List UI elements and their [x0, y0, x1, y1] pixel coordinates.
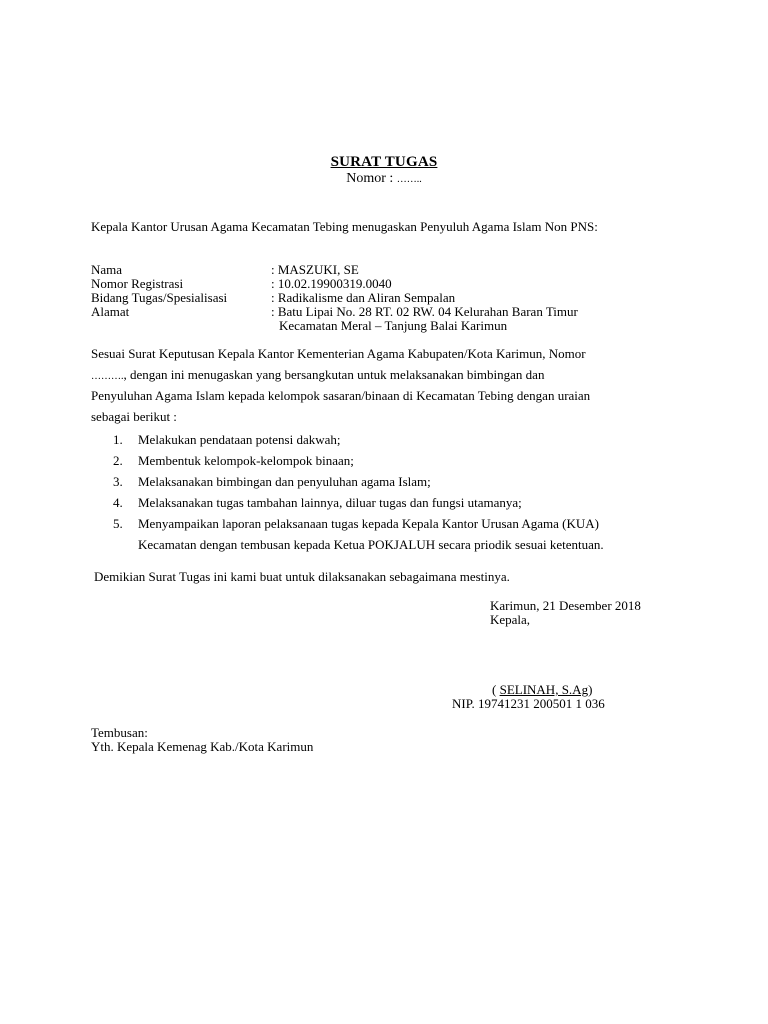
signer-open-paren: ( [492, 682, 500, 697]
list-item-number: 5. [113, 516, 123, 531]
identity-label-field: Bidang Tugas/Spesialisasi [91, 290, 228, 305]
body-line-1: Sesuai Surat Keputusan Kepala Kantor Kementerian Agama Kabupaten/Kota Karimun, Nomor [91, 346, 586, 361]
list-item [113, 513, 693, 534]
signer-nip: NIP. 19741231 200501 1 036 [452, 696, 605, 711]
list-item-text: Melakukan pendataan potensi dakwah; [138, 432, 341, 447]
list-item-number: 3. [113, 474, 123, 489]
identity-label-name: Nama [91, 262, 123, 277]
body-line-4: sebagai berikut : [91, 409, 177, 424]
list-item-text: Melaksanakan tugas tambahan lainnya, diluar tugas dan fungsi utamanya; [138, 495, 522, 510]
body-number-dots: ………. [91, 371, 124, 382]
list-item [113, 429, 693, 450]
body-line-3: Penyuluhan Agama Islam kepada kelompok sasaran/binaan di Kecamatan Tebing dengan uraian [91, 388, 591, 403]
list-item [113, 492, 693, 513]
signer-block [492, 682, 592, 697]
intro-paragraph: Kepala Kantor Urusan Agama Kecamatan Tebing menugaskan Penyuluh Agama Islam Non PNS: [91, 219, 598, 234]
list-item-text: Membentuk kelompok-kelompok binaan; [138, 453, 354, 468]
identity-value-address: : Batu Lipai No. 28 RT. 02 RW. 04 Kelurahan Baran Timur [271, 304, 578, 319]
identity-label-address: Alamat [91, 304, 130, 319]
letter-number [0, 171, 768, 187]
identity-value-name: : MASZUKI, SE [271, 262, 359, 277]
letter-number-value: …….. [396, 174, 422, 185]
signer-position: Kepala, [490, 612, 531, 627]
identity-value-field: : Radikalisme dan Aliran Sempalan [271, 290, 456, 305]
list-item-number: 2. [113, 453, 123, 468]
closing-statement: Demikian Surat Tugas ini kami buat untuk dilaksanakan sebagaimana mestinya. [94, 569, 510, 584]
identity-value-registration: : 10.02.19900319.0040 [271, 276, 392, 291]
cc-recipient: Yth. Kepala Kemenag Kab./Kota Karimun [91, 739, 314, 754]
letter-title: SURAT TUGAS [330, 154, 438, 170]
body-line-2 [91, 367, 544, 384]
body-line-2-text: , dengan ini menugaskan yang bersangkutan untuk melaksanakan bimbingan dan [123, 367, 545, 382]
task-list [113, 429, 693, 555]
list-item [113, 471, 693, 492]
cc-label: Tembusan: [91, 725, 148, 740]
list-item-number: 1. [113, 432, 123, 447]
list-item-number: 4. [113, 495, 123, 510]
list-item [113, 450, 693, 471]
list-item-text: Melaksanakan bimbingan dan penyuluhan agama Islam; [138, 474, 431, 489]
list-item-text: Menyampaikan laporan pelaksanaan tugas kepada Kepala Kantor Urusan Agama (KUA) [138, 516, 599, 531]
signer-close-paren: ) [588, 682, 593, 697]
letter-number-label: Nomor : [346, 171, 397, 186]
signer-name: SELINAH, S.Ag [499, 682, 589, 697]
place-date: Karimun, 21 Desember 2018 [490, 598, 641, 613]
list-item-continuation: Kecamatan dengan tembusan kepada Ketua POKJALUH secara priodik sesuai ketentuan. [138, 537, 604, 552]
identity-label-registration: Nomor Registrasi [91, 276, 184, 291]
identity-value-address-line2: Kecamatan Meral – Tanjung Balai Karimun [279, 318, 508, 333]
